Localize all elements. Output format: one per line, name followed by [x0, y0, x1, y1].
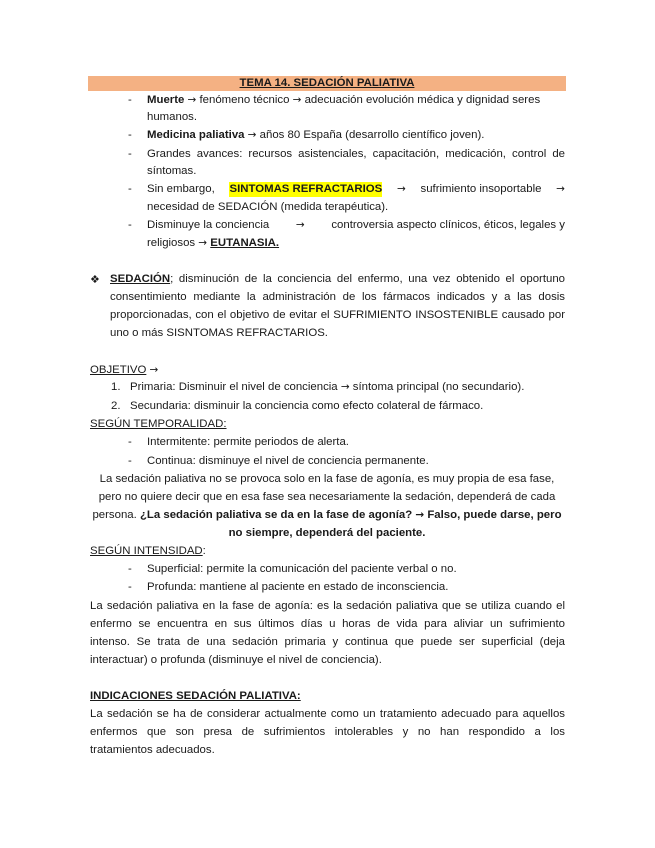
dash-marker: -: [128, 455, 132, 467]
arrow-icon: →: [149, 364, 159, 376]
section-heading: [90, 363, 158, 378]
paragraph-line: pero no quiere decir que en esa fase sea necesariamente la sedación, dependerá de cada: [98, 491, 556, 503]
list-number: 1.: [111, 381, 121, 393]
list-text: controversia aspecto clínicos, éticos, legales y: [331, 219, 565, 231]
dash-marker: -: [128, 183, 132, 195]
list-item: [147, 93, 565, 108]
dash-marker: -: [128, 148, 132, 160]
paragraph-line: intenso. Se trata de una sedación primaria y continua que puede ser superficial (deja: [90, 636, 565, 648]
arrow-icon: →: [247, 129, 257, 141]
arrow-icon: →: [556, 183, 565, 195]
paragraph-line: La sedación paliativa en la fase de agonía: es la sedación paliativa que se utiliza cuando el: [90, 600, 565, 612]
list-item: Continua: disminuye el nivel de conciencia permanente.: [147, 455, 429, 467]
dash-marker: -: [128, 563, 132, 575]
term-medicina-paliativa: Medicina paliativa: [147, 129, 245, 141]
arrow-icon: →: [292, 94, 302, 106]
dash-marker: -: [128, 94, 132, 106]
answer-text: Falso, puede darse, pero: [427, 509, 562, 521]
term-muerte: Muerte: [147, 94, 185, 106]
term-sedacion: SEDACIÓN: [110, 273, 171, 285]
paragraph-line: enfermos que son presa de sufrimientos intolerables y no han respondido a los: [90, 726, 565, 738]
list-number: 2.: [111, 400, 121, 412]
paragraph-line: enfermo se encuentra en sus últimos días u horas de vida para aliviar un sufrimiento: [90, 618, 565, 630]
list-item: [147, 128, 484, 143]
list-item: [147, 218, 565, 233]
highlight-sintomas-refractarios: SINTOMAS REFRACTARIOS: [229, 183, 383, 195]
heading-text: OBJETIVO: [90, 364, 147, 376]
paragraph-line: La sedación paliativa no se provoca solo en la fase de agonía, es muy propia de esa fase,: [99, 473, 555, 485]
heading-text: SEGÚN INTENSIDAD: [90, 545, 203, 557]
arrow-icon: →: [295, 219, 305, 231]
definition-line: consentimiento mediante la administración de los fármacos indicados y a las dosis: [110, 291, 565, 303]
dash-marker: -: [128, 436, 132, 448]
paragraph-line: interactuar) o profunda (disminuye el nivel de conciencia).: [90, 654, 382, 666]
list-item: Profunda: mantiene al paciente en estado de inconsciencia.: [147, 581, 449, 593]
list-text: síntoma principal (no secundario).: [352, 381, 525, 393]
list-text: religiosos: [147, 237, 196, 249]
paragraph-line: La sedación se ha de considerar actualmente como un tratamiento adecuado para aquellos: [90, 708, 565, 720]
list-item: Intermitente: permite periodos de alerta.: [147, 436, 349, 448]
list-text: adecuación evolución médica y dignidad seres: [304, 94, 541, 106]
page-title: TEMA 14. SEDACIÓN PALIATIVA: [88, 76, 566, 91]
list-item: Secundaria: disminuir la conciencia como efecto colateral de fármaco.: [130, 400, 484, 412]
list-item: Superficial: permite la comunicación del paciente verbal o no.: [147, 563, 457, 575]
list-text: sufrimiento insoportable: [420, 183, 542, 195]
section-heading: SEGÚN TEMPORALIDAD:: [90, 418, 227, 430]
paragraph-text: persona.: [92, 509, 137, 521]
paragraph-line: [88, 508, 566, 523]
list-text: Primaria: Disminuir el nivel de conciencia: [130, 381, 338, 393]
list-item-continuation: necesidad de SEDACIÓN (medida terapéutica).: [147, 201, 389, 213]
list-item-continuation: [147, 236, 279, 251]
heading-colon: :: [202, 545, 206, 557]
arrow-icon: →: [187, 94, 197, 106]
term-eutanasia: EUTANASIA.: [210, 237, 280, 249]
list-item: [147, 182, 565, 197]
section-heading: [90, 544, 206, 559]
definition-line: uno o más SISNTOMAS REFRACTARIOS.: [110, 327, 328, 339]
arrow-icon: →: [198, 237, 208, 249]
list-item: Grandes avances: recursos asistenciales, capacitación, medicación, control de: [147, 148, 565, 160]
dash-marker: -: [128, 581, 132, 593]
arrow-icon: →: [415, 509, 425, 521]
arrow-icon: →: [340, 381, 350, 393]
list-text: Sin embargo,: [147, 183, 215, 195]
section-heading: INDICACIONES SEDACIÓN PALIATIVA:: [90, 690, 301, 702]
list-item: [130, 380, 524, 395]
arrow-icon: →: [396, 183, 406, 195]
list-text: Disminuye la conciencia: [147, 219, 270, 231]
question-text: ¿La sedación paliativa se da en la fase de agonía?: [139, 509, 413, 521]
dash-marker: -: [128, 219, 132, 231]
diamond-bullet-icon: ❖: [90, 273, 100, 286]
paragraph-line: tratamientos adecuados.: [90, 744, 215, 756]
answer-line: no siempre, dependerá del paciente.: [228, 527, 426, 539]
list-text: años 80 España (desarrollo científico joven).: [259, 129, 485, 141]
definition-text: ; disminución de la conciencia del enfermo, una vez obtenido el oportuno: [170, 273, 565, 285]
dash-marker: -: [128, 129, 132, 141]
list-text: fenómeno técnico: [199, 94, 290, 106]
list-item-continuation: síntomas.: [147, 165, 197, 177]
definition-line: [110, 272, 565, 287]
list-item-continuation: humanos.: [147, 111, 198, 123]
definition-line: proporcionadas, con el objetivo de evitar el SUFRIMIENTO INSOSTENIBLE causado por: [110, 309, 565, 321]
